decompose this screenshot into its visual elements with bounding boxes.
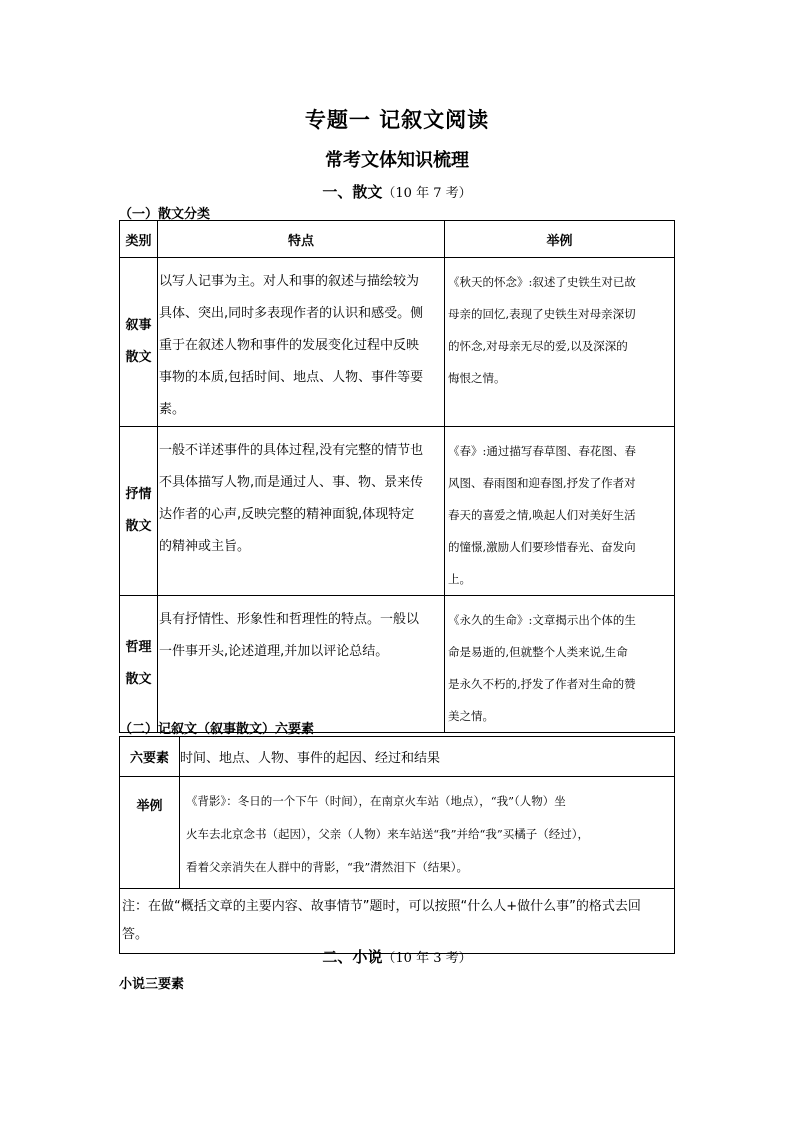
example-line: 的怀念,对母亲无尽的爱,以及深深的	[448, 339, 628, 353]
example-line: 看着父亲消失在人群中的背影，“我”潸然泪下（结果）。	[186, 860, 469, 874]
header-feature: 特点	[158, 221, 445, 258]
example-line: 悔恨之情。	[448, 371, 506, 385]
section-1-frequency: （10 年 7 考）	[382, 186, 472, 201]
example-cell	[445, 427, 675, 596]
feature-line: 事物的本质,包括时间、地点、人物、事件等要	[159, 370, 424, 385]
feature-line: 的精神或主旨。	[159, 539, 251, 554]
example-line: 《永久的生命》:文章揭示出个体的生	[448, 613, 636, 627]
six-elements-value: 时间、地点、人物、事件的起因、经过和结果	[180, 737, 675, 777]
note-line: 注：在做“概括文章的主要内容、故事情节”题时，可以按照“什么人+做什么事”的格式去回	[122, 899, 641, 914]
note-line: 答。	[122, 927, 149, 942]
category-label: 散文	[125, 350, 152, 365]
example-line: 火车去北京念书（起因），父亲（人物）来车站送“我”并给“我”买橘子（经过），	[186, 827, 590, 841]
subsection-six-elements: （二）记叙文（叙事散文）六要素	[119, 722, 315, 737]
header-category: 类别	[120, 221, 158, 258]
example-cell	[445, 258, 675, 427]
feature-cell	[158, 258, 445, 427]
example-line: 《春》:通过描写春草图、春花图、春	[448, 444, 636, 458]
feature-line: 达作者的心声,反映完整的精神面貌,体现特定	[159, 507, 415, 522]
subsection-novel-elements: 小说三要素	[119, 977, 185, 992]
category-label: 散文	[125, 672, 152, 687]
table-row	[120, 427, 675, 596]
feature-line: 具有抒情性、形象性和哲理性的特点。一般以	[159, 612, 420, 627]
page-subtitle: 常考文体知识梳理	[325, 150, 469, 171]
feature-line: 一件事开头,论述道理,并加以评论总结。	[159, 644, 389, 659]
category-label: 抒情	[125, 487, 152, 502]
table-row	[120, 777, 675, 889]
feature-line: 重于在叙述人物和事件的发展变化过程中反映	[159, 338, 420, 353]
category-cell	[120, 427, 158, 596]
feature-line: 素。	[159, 402, 186, 417]
example-cell	[445, 596, 675, 733]
table-row	[120, 596, 675, 733]
category-cell	[120, 596, 158, 733]
example-line: 美之情。	[448, 709, 494, 723]
table-row	[120, 737, 675, 777]
example-line: 是永久不朽的,抒发了作者对生命的赞	[448, 677, 636, 691]
example-line: 母亲的回忆,表现了史铁生对母亲深切	[448, 307, 636, 321]
category-cell	[120, 258, 158, 427]
feature-cell	[158, 596, 445, 733]
six-elements-label: 六要素	[120, 737, 180, 777]
prose-classification-table	[119, 220, 675, 733]
feature-line: 以写人记事为主。对人和事的叙述与描绘较为	[159, 274, 420, 289]
example-line: 《秋天的怀念》:叙述了史铁生对已故	[448, 275, 636, 289]
note-cell	[120, 889, 675, 954]
example-line: 《背影》：冬日的一个下午（时间），在南京火车站（地点），“我”（人物）坐	[186, 794, 566, 808]
category-label: 散文	[125, 519, 152, 534]
table-header-row	[120, 221, 675, 258]
example-line: 春天的喜爱之情,唤起人们对美好生活	[448, 508, 636, 522]
table-row	[120, 889, 675, 954]
section-2-title: 二、小说	[322, 948, 383, 966]
page-title: 专题一 记叙文阅读	[304, 108, 490, 132]
section-1-title: 一、散文	[322, 183, 383, 201]
feature-cell	[158, 427, 445, 596]
section-2-frequency: （10 年 3 考）	[382, 951, 472, 966]
example-line: 的憧憬,激励人们要珍惜春光、奋发向	[448, 540, 636, 554]
feature-line: 具体、突出,同时多表现作者的认识和感受。侧	[159, 306, 424, 321]
feature-line: 不具体描写人物,而是通过人、事、物、景来传	[159, 475, 424, 490]
six-elements-table	[119, 736, 675, 954]
subsection-prose-classification: （一）散文分类	[119, 207, 211, 222]
section-2-heading	[0, 946, 794, 967]
feature-line: 一般不详述事件的具体过程,没有完整的情节也	[159, 443, 424, 458]
example-line: 上。	[448, 572, 471, 586]
section-1-heading	[0, 181, 794, 202]
table-row	[120, 258, 675, 427]
category-label: 哲理	[125, 640, 152, 655]
example-line: 风图、春雨图和迎春图,抒发了作者对	[448, 476, 636, 490]
header-example: 举例	[445, 221, 675, 258]
category-label: 叙事	[125, 318, 152, 333]
example-label: 举例	[120, 777, 180, 889]
example-line: 命是易逝的,但就整个人类来说,生命	[448, 645, 628, 659]
example-value	[180, 777, 675, 889]
